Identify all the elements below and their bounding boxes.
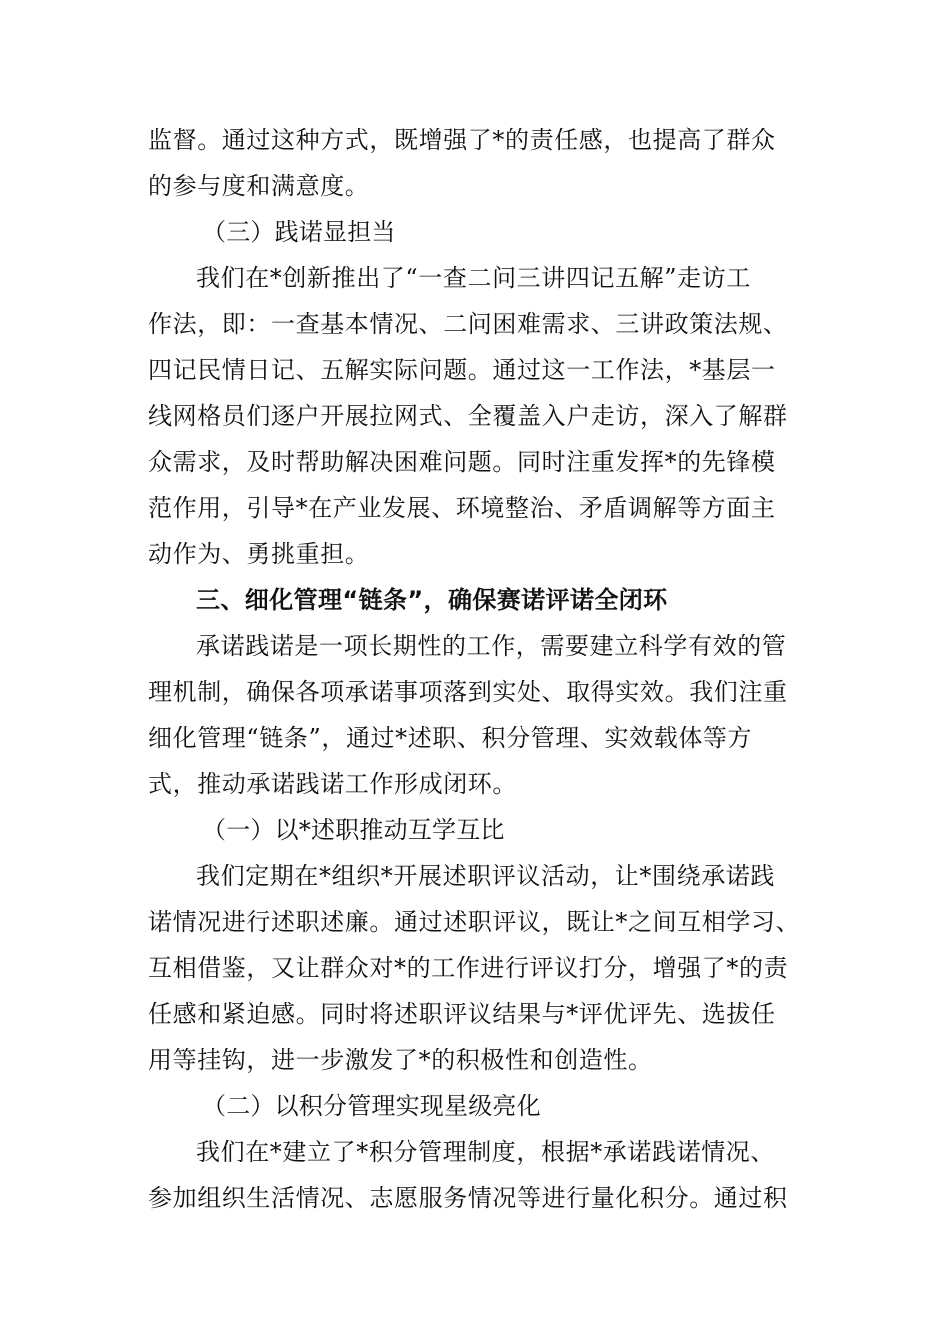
body-text-line: 诺情况进行述职述廉。通过述职评议，既让*之间互相学习、: [148, 908, 801, 936]
subsection-heading: （三）践诺显担当: [202, 218, 396, 246]
body-text-line: 理机制，确保各项承诺事项落到实处、取得实效。我们注重: [148, 678, 788, 706]
body-text-line: 众需求，及时帮助解决困难问题。同时注重发挥*的先锋模: [148, 448, 776, 476]
body-text-line: 范作用，引导*在产业发展、环境整治、矛盾调解等方面主: [148, 494, 776, 522]
body-text-line: 四记民情日记、五解实际问题。通过这一工作法，*基层一: [148, 356, 776, 384]
body-text-line: 的参与度和满意度。: [148, 172, 370, 200]
body-text-line: 我们在*创新推出了“一查二问三讲四记五解”走访工: [196, 264, 751, 292]
body-text-line: 互相借鉴，又让群众对*的工作进行评议打分，增强了*的责: [148, 954, 789, 982]
body-text-line: 线网格员们逐户开展拉网式、全覆盖入户走访，深入了解群: [148, 402, 788, 430]
body-text-line: 作法，即：一查基本情况、二问困难需求、三讲政策法规、: [148, 310, 788, 338]
subsection-heading: （一）以*述职推动互学互比: [202, 816, 505, 844]
body-text-line: 式，推动承诺践诺工作形成闭环。: [148, 770, 517, 798]
body-text-line: 承诺践诺是一项长期性的工作，需要建立科学有效的管: [196, 632, 787, 660]
body-text-line: 任感和紧迫感。同时将述职评议结果与*评优评先、选拔任: [148, 1000, 776, 1028]
body-text-line: 监督。通过这种方式，既增强了*的责任感，也提高了群众: [148, 126, 776, 154]
body-text-line: 细化管理“链条”，通过*述职、积分管理、实效载体等方: [148, 724, 753, 752]
body-text-line: 我们定期在*组织*开展述职评议活动，让*围绕承诺践: [196, 862, 775, 890]
body-text-line: 我们在*建立了*积分管理制度，根据*承诺践诺情况、: [196, 1138, 775, 1166]
body-text-line: 参加组织生活情况、志愿服务情况等进行量化积分。通过积: [148, 1184, 788, 1212]
section-heading: 三、细化管理“链条”，确保赛诺评诺全闭环: [196, 586, 668, 614]
body-text-line: 动作为、勇挑重担。: [148, 540, 370, 568]
subsection-heading: （二）以积分管理实现星级亮化: [202, 1092, 541, 1120]
body-text-line: 用等挂钩，进一步激发了*的积极性和创造性。: [148, 1046, 653, 1074]
